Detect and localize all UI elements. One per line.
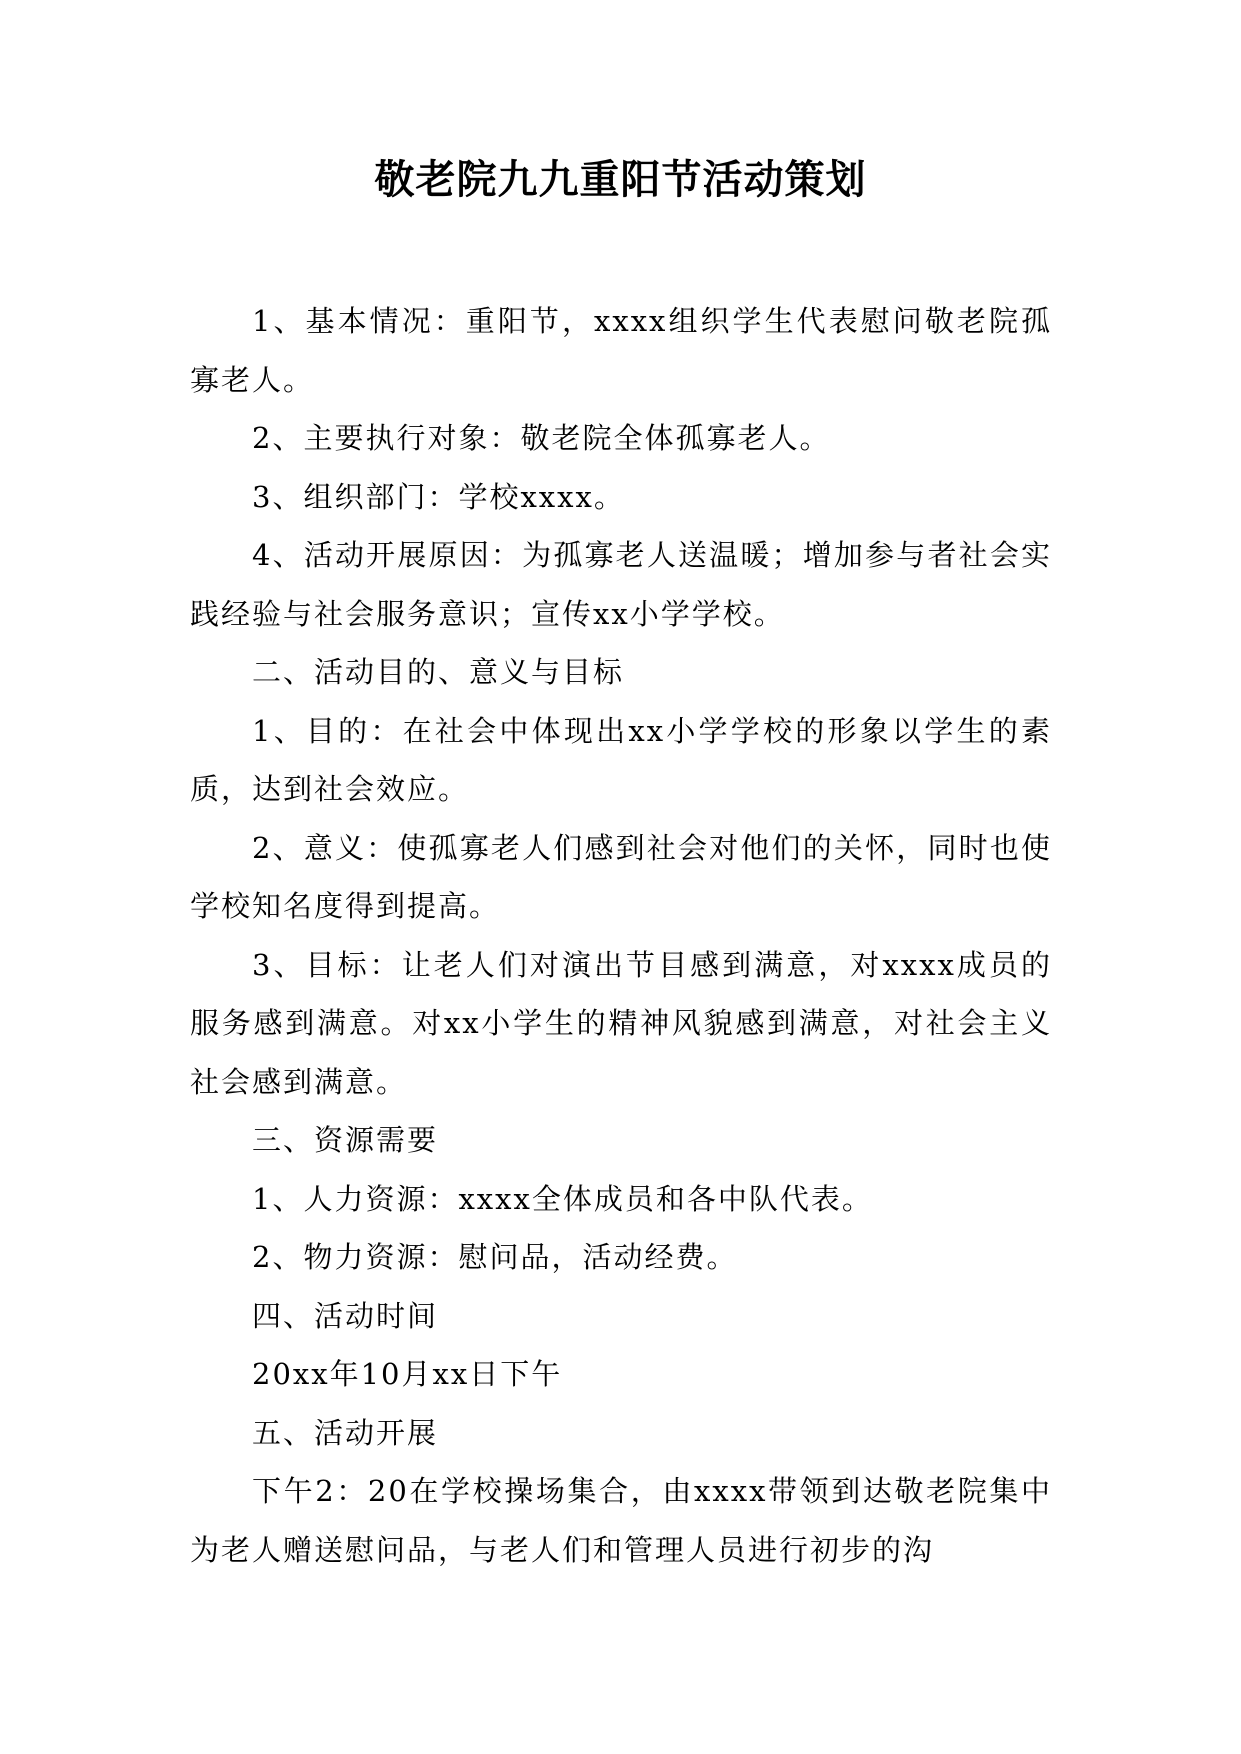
paragraph-target-audience: 2、主要执行对象：敬老院全体孤寡老人。 bbox=[252, 421, 831, 455]
paragraph-purpose: 1、目的：在社会中体现出xx小学学校的形象以学生的素质，达到社会效应。 bbox=[190, 713, 1052, 806]
paragraph-date: 20xx年10月xx日下午 bbox=[252, 1357, 563, 1391]
paragraph-material-resources: 2、物力资源：慰问品，活动经费。 bbox=[252, 1240, 738, 1274]
section-heading-activity: 五、活动开展 bbox=[252, 1415, 439, 1450]
paragraph-organizer: 3、组织部门：学校xxxx。 bbox=[252, 479, 625, 514]
paragraph-goal: 3、目标：让老人们对演出节目感到满意，对xxxx成员的服务感到满意。对xx小学生的精神风貌感到满意，对社会主义社会感到满意。 bbox=[190, 947, 1052, 1099]
section-heading-purpose: 二、活动目的、意义与目标 bbox=[252, 655, 625, 689]
paragraph-human-resources: 1、人力资源：xxxx全体成员和各中队代表。 bbox=[252, 1181, 873, 1216]
paragraph-reason: 4、活动开展原因：为孤寡老人送温暖；增加参与者社会实践经验与社会服务意识；宣传xx小学学校。 bbox=[190, 538, 1052, 631]
document-body bbox=[190, 292, 1052, 1579]
section-heading-resources: 三、资源需要 bbox=[252, 1123, 439, 1157]
paragraph-meaning: 2、意义：使孤寡老人们感到社会对他们的关怀，同时也使学校知名度得到提高。 bbox=[190, 830, 1052, 923]
paragraph-activity-details: 下午2：20在学校操场集合，由xxxx带领到达敬老院集中为老人赠送慰问品，与老人们和管理人员进行初步的沟 bbox=[190, 1474, 1052, 1567]
document-title: 敬老院九九重阳节活动策划 bbox=[374, 157, 867, 203]
paragraph-basic-info: 1、基本情况：重阳节，xxxx组织学生代表慰问敬老院孤寡老人。 bbox=[190, 304, 1052, 397]
section-heading-time: 四、活动时间 bbox=[252, 1298, 439, 1333]
